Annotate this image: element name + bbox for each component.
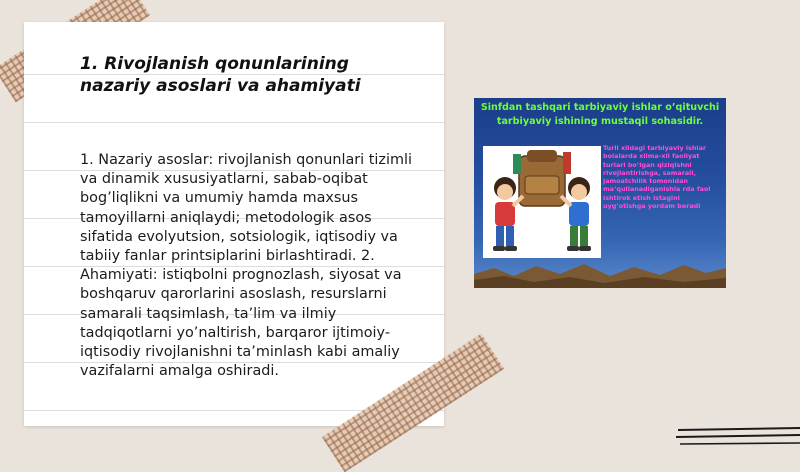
slide-title: Sinfdan tashqari tarbiyaviy ishlar o’qituvchi tarbiyaviy ishining mustaqil sohasidir.	[480, 102, 720, 127]
slide-image	[474, 98, 726, 288]
note-title: 1. Rivojlanish qonunlarining nazariy asoslari va ahamiyati	[80, 54, 361, 96]
decorative-lines	[676, 424, 800, 448]
note-body: 1. Nazariy asoslar: rivojlanish qonunlari tizimli va dinamik xususiyatlarni, sabab-oqibat bog’liqlikni va umumiy hamda maxsus tamoyillarni aniqlaydi; metodologik asos sifatida evolyutsion, sotsiologik, iqtisodiy va tabiiy fanlar printsiplarini birlashtiradi. 2. Ahamiyati: istiqbolni prognozlash, siyosat va boshqaruv qarorlarini asoslash, resurslarni samarali taqsimlash, ta’lim va ilmiy tadqiqotlarni yo’naltirish, barqaror ijtimoiy-iqtisodiy rivojlanishni ta’minlash kabi amaliy vazifalarni amalga oshiradi.	[80, 152, 412, 380]
slide-bullet: • Turli xildagi tarbiyaviy ishlar bolalarda xilma-xil faoliyat turlari bo’lgan qiziqishni rivojlantirishga, samarali, jamoatchilik tomonidan ma’qullanadiganishla rda faol ishtirok etish istagini uyg’otishga yordam beradi	[603, 144, 723, 210]
mountain-ground-decor	[474, 258, 726, 288]
children-backpack-illustration	[483, 146, 601, 258]
